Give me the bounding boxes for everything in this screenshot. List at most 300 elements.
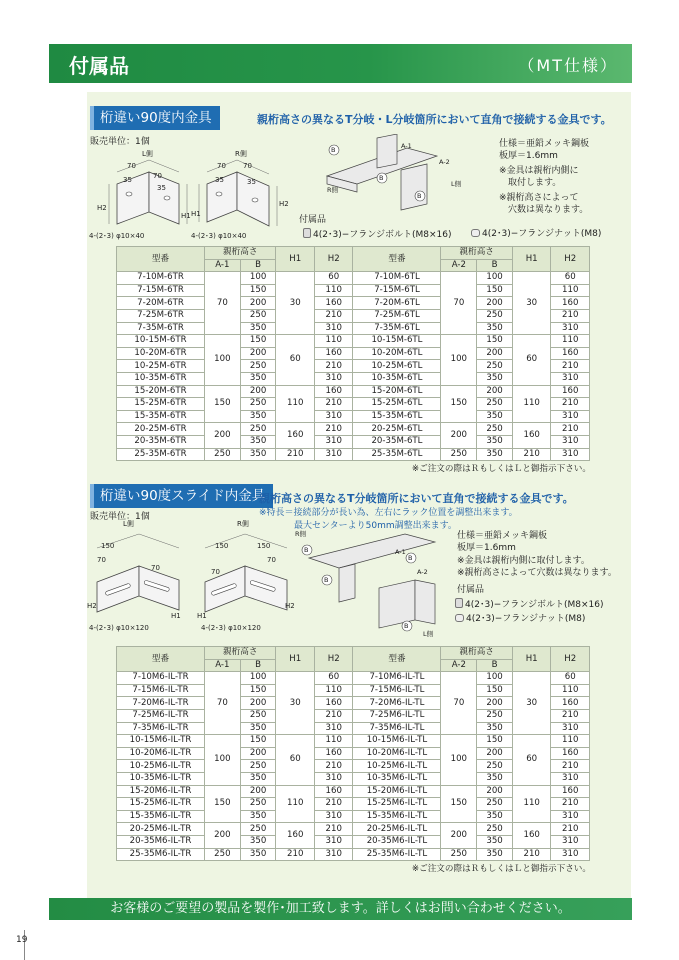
cell-model: 7-20M6-IL-TR xyxy=(117,697,205,710)
cell-h2: 210 xyxy=(314,309,353,322)
cell-a: 200 xyxy=(441,823,477,848)
cell-h2: 210 xyxy=(551,360,590,373)
cell-h2: 160 xyxy=(314,697,353,710)
table-row xyxy=(117,823,590,836)
cell-h2: 210 xyxy=(551,398,590,411)
cell-h1: 210 xyxy=(276,448,315,461)
svg-text:H2: H2 xyxy=(97,204,107,212)
col-b: B xyxy=(477,259,513,272)
cell-model: 10-20M6-IL-TR xyxy=(117,747,205,760)
cell-h1: 110 xyxy=(512,385,551,423)
svg-text:4-(2･3) φ10×40: 4-(2･3) φ10×40 xyxy=(191,232,247,240)
cell-model: 7-25M-6TR xyxy=(117,309,205,322)
col-h2: H2 xyxy=(314,247,353,272)
cell-model: 7-25M6-IL-TL xyxy=(353,709,441,722)
table-row xyxy=(117,735,590,748)
cell-model: 10-15M-6TL xyxy=(353,335,441,348)
table-row xyxy=(117,272,590,285)
svg-text:B: B xyxy=(324,576,329,584)
cell-model: 7-35M6-IL-TR xyxy=(117,722,205,735)
cell-b: 250 xyxy=(240,798,276,811)
cell-h1: 160 xyxy=(276,823,315,848)
cell-a: 70 xyxy=(441,272,477,335)
section-description: 親桁高さの異なるT分岐・L分岐箇所において直角で接続する金具です。 xyxy=(257,113,612,126)
col-h1: H1 xyxy=(512,647,551,672)
spec-block: 仕様＝亜鉛メッキ鋼板 板厚＝1.6mm ※金具は親桁内側に取付します。 ※親桁高さによって穴数は異なります。 xyxy=(457,531,617,578)
cell-model: 15-25M6-IL-TR xyxy=(117,798,205,811)
cell-h2: 210 xyxy=(314,360,353,373)
col-a: A-1 xyxy=(205,259,241,272)
svg-text:4-(2･3) φ10×120: 4-(2･3) φ10×120 xyxy=(201,624,261,632)
cell-model: 15-25M-6TR xyxy=(117,398,205,411)
accessory-nut: 4(2･3)−フランジナット(M8) xyxy=(471,228,601,240)
cell-model: 20-25M6-IL-TL xyxy=(353,823,441,836)
cell-b: 250 xyxy=(477,709,513,722)
cell-model: 15-20M6-IL-TR xyxy=(117,785,205,798)
cell-model: 10-35M6-IL-TR xyxy=(117,772,205,785)
svg-text:H1: H1 xyxy=(181,212,191,220)
sales-unit: 販売単位：1個 xyxy=(90,512,150,522)
cell-b: 200 xyxy=(477,697,513,710)
page-title: 付属品 xyxy=(69,54,129,78)
col-b: B xyxy=(477,659,513,672)
cell-b: 150 xyxy=(240,335,276,348)
svg-text:A-2: A-2 xyxy=(417,568,428,576)
cell-model: 25-35M-6TL xyxy=(353,448,441,461)
col-oya: 親桁高さ xyxy=(441,247,512,260)
cell-b: 250 xyxy=(240,360,276,373)
cell-a: 150 xyxy=(205,785,241,823)
svg-text:35: 35 xyxy=(123,176,132,184)
cell-model: 20-35M6-IL-TR xyxy=(117,835,205,848)
cell-b: 250 xyxy=(477,398,513,411)
cell-h2: 310 xyxy=(551,722,590,735)
cell-a: 100 xyxy=(205,735,241,785)
cell-h2: 110 xyxy=(551,735,590,748)
cell-h2: 160 xyxy=(314,747,353,760)
cell-model: 20-25M6-IL-TR xyxy=(117,823,205,836)
cell-h2: 310 xyxy=(551,372,590,385)
table-row xyxy=(117,423,590,436)
cell-h2: 310 xyxy=(314,322,353,335)
cell-h2: 310 xyxy=(314,848,353,861)
cell-model: 20-25M-6TR xyxy=(117,423,205,436)
cell-model: 20-35M6-IL-TL xyxy=(353,835,441,848)
svg-text:H2: H2 xyxy=(87,602,97,610)
cell-b: 200 xyxy=(240,747,276,760)
cell-model: 15-20M-6TR xyxy=(117,385,205,398)
cell-h2: 210 xyxy=(314,798,353,811)
cell-h2: 160 xyxy=(314,385,353,398)
cell-model: 10-20M-6TR xyxy=(117,347,205,360)
cell-model: 10-25M-6TL xyxy=(353,360,441,373)
cell-h2: 210 xyxy=(551,823,590,836)
cell-h1: 110 xyxy=(276,785,315,823)
cell-h2: 160 xyxy=(551,785,590,798)
svg-text:70: 70 xyxy=(151,564,160,572)
cell-a: 200 xyxy=(205,423,241,448)
cell-b: 150 xyxy=(477,735,513,748)
cell-b: 200 xyxy=(240,297,276,310)
cell-b: 200 xyxy=(477,747,513,760)
cell-h2: 110 xyxy=(314,684,353,697)
accessory-nut: 4(2･3)−フランジナット(M8) xyxy=(455,613,585,625)
cell-h2: 210 xyxy=(551,709,590,722)
svg-text:H2: H2 xyxy=(285,602,295,610)
footer-banner: お客様のご要望の製品を製作･加工致します。詳しくはお問い合わせください。 xyxy=(49,898,632,920)
table-row xyxy=(117,385,590,398)
svg-text:R側: R側 xyxy=(327,186,339,194)
cell-h2: 110 xyxy=(314,735,353,748)
cell-h2: 310 xyxy=(314,835,353,848)
label-r-side: R側 xyxy=(235,150,247,158)
cell-model: 10-15M-6TR xyxy=(117,335,205,348)
cell-h2: 160 xyxy=(314,297,353,310)
col-h2: H2 xyxy=(551,247,590,272)
svg-text:H1: H1 xyxy=(171,612,181,620)
cell-a: 250 xyxy=(205,848,241,861)
col-h2: H2 xyxy=(314,647,353,672)
svg-text:4-(2･3) φ10×40: 4-(2･3) φ10×40 xyxy=(89,232,145,240)
cell-h2: 110 xyxy=(551,284,590,297)
content-panel xyxy=(87,92,631,906)
col-a: A-1 xyxy=(205,659,241,672)
accessory-bolt: 4(2･3)−フランジボルト(M8×16) xyxy=(455,598,604,611)
cell-model: 15-35M-6TL xyxy=(353,410,441,423)
cell-model: 10-15M6-IL-TR xyxy=(117,735,205,748)
cell-h2: 160 xyxy=(314,347,353,360)
bolt-icon xyxy=(455,598,463,608)
cell-model: 7-35M6-IL-TL xyxy=(353,722,441,735)
cell-b: 150 xyxy=(240,284,276,297)
cell-b: 250 xyxy=(477,423,513,436)
cell-model: 7-25M6-IL-TR xyxy=(117,709,205,722)
cell-h1: 60 xyxy=(512,735,551,785)
page-subtitle: （MT仕様） xyxy=(518,56,618,75)
section-description: 親桁高さの異なるT分岐箇所において直角で接続する金具です。 xyxy=(259,492,574,505)
cell-a: 70 xyxy=(205,672,241,735)
cell-model: 7-15M-6TL xyxy=(353,284,441,297)
accessory-title: 付属品 xyxy=(457,585,485,595)
page-number: 19 xyxy=(16,935,28,945)
col-a: A-2 xyxy=(441,659,477,672)
cell-model: 10-20M-6TL xyxy=(353,347,441,360)
cell-model: 15-20M6-IL-TL xyxy=(353,785,441,798)
cell-model: 7-20M-6TR xyxy=(117,297,205,310)
cell-model: 10-15M6-IL-TL xyxy=(353,735,441,748)
table-row xyxy=(117,448,590,461)
svg-text:A-2: A-2 xyxy=(439,158,450,166)
cell-h2: 310 xyxy=(551,435,590,448)
cell-h1: 60 xyxy=(512,335,551,385)
cell-b: 350 xyxy=(477,810,513,823)
cell-model: 25-35M6-IL-TL xyxy=(353,848,441,861)
section-inner-bracket xyxy=(87,92,631,476)
svg-text:150: 150 xyxy=(215,542,229,550)
cell-b: 250 xyxy=(477,823,513,836)
cell-b: 350 xyxy=(477,848,513,861)
cell-model: 7-35M-6TL xyxy=(353,322,441,335)
cell-model: 7-10M6-IL-TR xyxy=(117,672,205,685)
svg-text:A-1: A-1 xyxy=(401,142,412,150)
cell-b: 200 xyxy=(240,697,276,710)
section-label: 桁違い90度スライド内金具 xyxy=(90,484,273,508)
cell-model: 10-25M6-IL-TL xyxy=(353,760,441,773)
svg-text:150: 150 xyxy=(257,542,271,550)
cell-b: 250 xyxy=(240,309,276,322)
cell-b: 350 xyxy=(240,372,276,385)
cell-h2: 60 xyxy=(551,272,590,285)
cell-b: 200 xyxy=(240,385,276,398)
cell-b: 100 xyxy=(240,272,276,285)
col-model: 型番 xyxy=(117,247,205,272)
cell-h2: 160 xyxy=(551,385,590,398)
cell-h2: 310 xyxy=(314,435,353,448)
cell-b: 350 xyxy=(240,448,276,461)
cell-b: 200 xyxy=(477,785,513,798)
svg-text:B: B xyxy=(417,192,422,200)
cell-b: 250 xyxy=(477,798,513,811)
cell-b: 250 xyxy=(477,309,513,322)
cell-model: 15-25M-6TL xyxy=(353,398,441,411)
cell-a: 200 xyxy=(205,823,241,848)
cell-h2: 310 xyxy=(314,448,353,461)
cell-model: 15-25M6-IL-TL xyxy=(353,798,441,811)
cell-b: 350 xyxy=(240,848,276,861)
table-row xyxy=(117,335,590,348)
cell-model: 7-15M6-IL-TL xyxy=(353,684,441,697)
cell-model: 7-25M-6TL xyxy=(353,309,441,322)
cell-b: 350 xyxy=(477,448,513,461)
svg-text:H2: H2 xyxy=(279,200,289,208)
cell-h1: 60 xyxy=(276,335,315,385)
feature-note: ※特長＝接続部分が長い為、左右にラック位置を調整出来ます。 xyxy=(259,508,518,518)
cell-b: 250 xyxy=(477,760,513,773)
svg-text:A-1: A-1 xyxy=(395,548,406,556)
cell-a: 100 xyxy=(441,335,477,385)
cell-b: 200 xyxy=(240,347,276,360)
cell-h2: 310 xyxy=(314,372,353,385)
cell-model: 7-15M-6TR xyxy=(117,284,205,297)
cell-b: 200 xyxy=(240,785,276,798)
svg-text:H1: H1 xyxy=(197,612,207,620)
cell-h2: 110 xyxy=(314,335,353,348)
svg-text:70: 70 xyxy=(217,162,226,170)
cell-b: 350 xyxy=(240,835,276,848)
cell-b: 100 xyxy=(477,672,513,685)
svg-text:B: B xyxy=(331,146,336,154)
cell-model: 10-35M6-IL-TL xyxy=(353,772,441,785)
bolt-icon xyxy=(303,228,311,238)
cell-b: 350 xyxy=(477,322,513,335)
cell-h2: 310 xyxy=(551,772,590,785)
cell-a: 100 xyxy=(441,735,477,785)
cell-b: 250 xyxy=(240,760,276,773)
slide-installation-drawing xyxy=(295,528,475,638)
accessory-bolt: 4(2･3)−フランジボルト(M8×16) xyxy=(303,228,452,241)
cell-a: 70 xyxy=(205,272,241,335)
svg-text:70: 70 xyxy=(127,162,136,170)
cell-b: 150 xyxy=(477,335,513,348)
col-oya: 親桁高さ xyxy=(441,647,512,660)
svg-text:150: 150 xyxy=(101,542,115,550)
cell-a: 250 xyxy=(441,848,477,861)
cell-a: 150 xyxy=(441,385,477,423)
cell-h1: 160 xyxy=(276,423,315,448)
nut-icon xyxy=(455,614,464,622)
col-b: B xyxy=(240,259,276,272)
col-h1: H1 xyxy=(276,647,315,672)
cell-h1: 210 xyxy=(512,448,551,461)
bracket-drawing-r xyxy=(87,144,297,240)
cell-h2: 310 xyxy=(551,448,590,461)
col-model: 型番 xyxy=(353,247,441,272)
svg-text:B: B xyxy=(408,554,413,562)
table-row xyxy=(117,848,590,861)
cell-b: 350 xyxy=(240,410,276,423)
cell-model: 10-35M-6TL xyxy=(353,372,441,385)
cell-model: 15-35M-6TR xyxy=(117,410,205,423)
cell-b: 250 xyxy=(240,823,276,836)
cell-h2: 160 xyxy=(551,347,590,360)
svg-text:B: B xyxy=(304,546,309,554)
cell-a: 100 xyxy=(205,335,241,385)
cell-h2: 60 xyxy=(551,672,590,685)
svg-text:R側: R側 xyxy=(237,520,249,528)
cell-b: 250 xyxy=(240,398,276,411)
col-oya: 親桁高さ xyxy=(205,647,276,660)
cell-model: 15-35M6-IL-TR xyxy=(117,810,205,823)
cell-b: 350 xyxy=(240,322,276,335)
cell-h2: 160 xyxy=(551,697,590,710)
cell-h1: 30 xyxy=(512,272,551,335)
cell-model: 25-35M-6TR xyxy=(117,448,205,461)
cell-b: 250 xyxy=(240,423,276,436)
cell-model: 7-20M6-IL-TL xyxy=(353,697,441,710)
table-row xyxy=(117,785,590,798)
col-model: 型番 xyxy=(353,647,441,672)
cell-h2: 210 xyxy=(314,823,353,836)
cell-h1: 60 xyxy=(276,735,315,785)
cell-h2: 210 xyxy=(314,760,353,773)
spec-block: 仕様＝亜鉛メッキ鋼板 板厚＝1.6mm ※金具は親桁内側に 取付します。 ※親桁高さによって 穴数は異なります。 xyxy=(499,139,590,215)
cell-h2: 110 xyxy=(551,335,590,348)
svg-text:L側: L側 xyxy=(423,630,434,638)
cell-h2: 210 xyxy=(314,423,353,436)
cell-b: 150 xyxy=(240,684,276,697)
cell-model: 20-35M-6TR xyxy=(117,435,205,448)
order-note: ※ご注文の際はＲもしくはＬと御指示下さい。 xyxy=(411,464,591,474)
cell-model: 7-20M-6TL xyxy=(353,297,441,310)
page-header xyxy=(49,44,632,83)
cell-model: 15-20M-6TL xyxy=(353,385,441,398)
cell-h2: 160 xyxy=(551,747,590,760)
svg-text:35: 35 xyxy=(215,176,224,184)
svg-text:B: B xyxy=(379,174,384,182)
cell-b: 350 xyxy=(477,722,513,735)
cell-b: 250 xyxy=(240,709,276,722)
cell-h2: 310 xyxy=(314,810,353,823)
cell-h2: 310 xyxy=(551,322,590,335)
cell-h1: 160 xyxy=(512,823,551,848)
cell-h2: 310 xyxy=(551,835,590,848)
cell-h1: 110 xyxy=(512,785,551,823)
feature-note-2: 最大センターより50mm調整出来ます。 xyxy=(294,521,457,531)
cell-a: 250 xyxy=(441,448,477,461)
order-note: ※ご注文の際はＲもしくはＬと御指示下さい。 xyxy=(411,864,591,874)
col-h2: H2 xyxy=(551,647,590,672)
cell-a: 150 xyxy=(441,785,477,823)
cell-b: 100 xyxy=(240,672,276,685)
cell-b: 100 xyxy=(477,272,513,285)
cell-model: 15-35M6-IL-TL xyxy=(353,810,441,823)
svg-text:70: 70 xyxy=(97,556,106,564)
cell-model: 25-35M6-IL-TR xyxy=(117,848,205,861)
cell-h2: 160 xyxy=(551,297,590,310)
cell-h1: 30 xyxy=(512,672,551,735)
svg-text:B: B xyxy=(404,622,409,630)
col-h1: H1 xyxy=(276,247,315,272)
cell-h1: 160 xyxy=(512,423,551,448)
cell-model: 7-10M-6TR xyxy=(117,272,205,285)
cell-model: 20-25M-6TL xyxy=(353,423,441,436)
cell-h2: 110 xyxy=(551,684,590,697)
cell-model: 20-35M-6TL xyxy=(353,435,441,448)
installation-drawing xyxy=(297,134,467,214)
cell-b: 350 xyxy=(240,435,276,448)
cell-b: 350 xyxy=(240,810,276,823)
cell-h2: 60 xyxy=(314,272,353,285)
cell-h2: 210 xyxy=(314,709,353,722)
svg-text:35: 35 xyxy=(247,178,256,186)
svg-text:70: 70 xyxy=(211,568,220,576)
cell-h2: 310 xyxy=(314,772,353,785)
cell-h2: 210 xyxy=(551,798,590,811)
cell-h1: 30 xyxy=(276,672,315,735)
svg-text:35: 35 xyxy=(157,184,166,192)
svg-text:70: 70 xyxy=(153,172,162,180)
cell-h2: 310 xyxy=(551,848,590,861)
cell-h2: 310 xyxy=(551,810,590,823)
cell-model: 7-15M6-IL-TR xyxy=(117,684,205,697)
cell-h2: 310 xyxy=(314,410,353,423)
cell-b: 150 xyxy=(240,735,276,748)
cell-b: 350 xyxy=(477,410,513,423)
cell-model: 10-35M-6TR xyxy=(117,372,205,385)
cell-h2: 160 xyxy=(314,785,353,798)
cell-h2: 210 xyxy=(314,398,353,411)
cell-h1: 30 xyxy=(276,272,315,335)
col-oya: 親桁高さ xyxy=(205,247,276,260)
cell-h1: 210 xyxy=(512,848,551,861)
cell-b: 350 xyxy=(477,772,513,785)
cell-model: 7-35M-6TR xyxy=(117,322,205,335)
cell-model: 7-10M-6TL xyxy=(353,272,441,285)
svg-text:R側: R側 xyxy=(295,530,307,538)
product-table xyxy=(116,246,590,461)
svg-text:4-(2･3) φ10×120: 4-(2･3) φ10×120 xyxy=(89,624,149,632)
cell-model: 10-20M6-IL-TL xyxy=(353,747,441,760)
nut-icon xyxy=(471,229,480,237)
col-h1: H1 xyxy=(512,247,551,272)
cell-model: 10-25M-6TR xyxy=(117,360,205,373)
cell-h2: 210 xyxy=(551,423,590,436)
cell-h1: 110 xyxy=(276,385,315,423)
svg-text:70: 70 xyxy=(267,556,276,564)
col-b: B xyxy=(240,659,276,672)
cell-h2: 60 xyxy=(314,672,353,685)
sales-unit: 販売単位：1個 xyxy=(90,137,150,147)
